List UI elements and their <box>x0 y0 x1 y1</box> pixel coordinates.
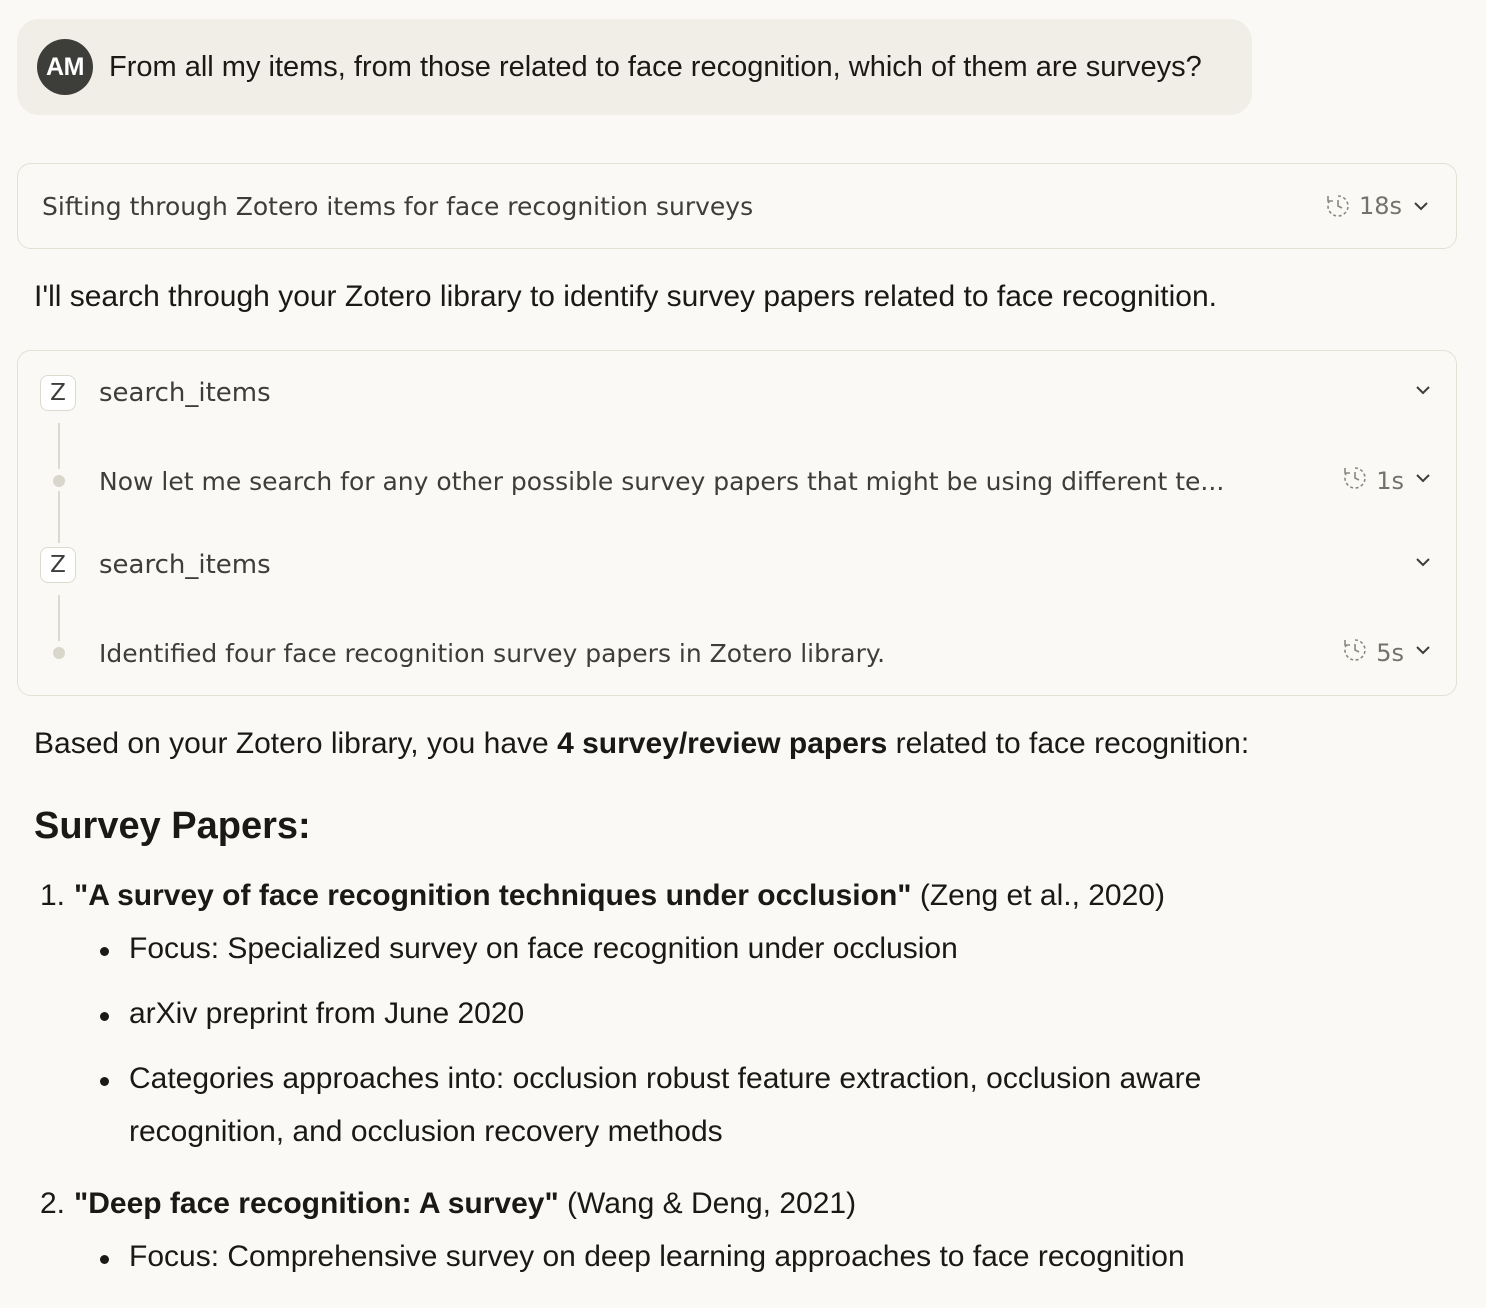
paper-item <box>40 1187 856 1221</box>
result-suffix: related to face recognition: <box>887 727 1250 760</box>
zotero-icon: Z <box>40 375 76 411</box>
bullet-text: arXiv preprint from June 2020 <box>129 997 525 1030</box>
result-text <box>34 727 1249 761</box>
paper-number: 1. <box>40 879 66 912</box>
avatar[interactable]: AM <box>37 39 93 95</box>
thinking-duration: 18s <box>1358 192 1402 220</box>
step-duration: 1s <box>1376 467 1404 495</box>
chevron-down-icon[interactable] <box>1412 379 1434 407</box>
timeline-dot <box>53 475 65 487</box>
paper-number: 2. <box>40 1187 66 1220</box>
thinking-summary[interactable] <box>17 163 1457 249</box>
tool-step[interactable] <box>18 535 1456 595</box>
timer-icon <box>1342 637 1368 669</box>
user-message-text: From all my items, from those related to face recognition, which of them are surveys? <box>109 50 1202 83</box>
result-bold: 4 survey/review papers <box>557 727 888 760</box>
chevron-down-icon[interactable] <box>1412 639 1434 667</box>
bullet-text: Focus: Comprehensive survey on deep learning approaches to face recognition <box>129 1240 1185 1273</box>
thought-step[interactable] <box>18 623 1456 683</box>
chevron-down-icon[interactable] <box>1410 195 1432 217</box>
thinking-summary-text: Sifting through Zotero items for face recognition surveys <box>42 191 754 221</box>
bullet-text: Focus: Specialized survey on face recognition under occlusion <box>129 932 958 965</box>
tool-step-label: search_items <box>99 550 271 580</box>
timeline-dot <box>53 647 65 659</box>
intro-text: I'll search through your Zotero library to identify survey papers related to face recognition. <box>34 280 1217 313</box>
timer-icon <box>1342 465 1368 497</box>
tool-steps <box>17 350 1457 696</box>
result-prefix: Based on your Zotero library, you have <box>34 727 558 760</box>
chevron-down-icon[interactable] <box>1412 551 1434 579</box>
paper-title: "A survey of face recognition techniques under occlusion" <box>74 879 912 912</box>
bullet-text: Categories approaches into: occlusion robust feature extraction, occlusion aware <box>129 1062 1202 1095</box>
thought-step[interactable] <box>18 451 1456 511</box>
paper-citation: (Wang & Deng, 2021) <box>558 1187 857 1220</box>
section-title: Survey Papers: <box>34 805 311 847</box>
timer-icon <box>1325 193 1351 219</box>
tool-step-label: search_items <box>99 378 271 408</box>
zotero-icon: Z <box>40 547 76 583</box>
thought-step-label: Now let me search for any other possible survey papers that might be using different te... <box>99 466 1225 496</box>
user-message <box>17 19 1252 115</box>
step-duration: 5s <box>1376 639 1404 667</box>
bullet-text: recognition, and occlusion recovery methods <box>129 1115 723 1148</box>
thought-step-label: Identified four face recognition survey papers in Zotero library. <box>99 638 886 668</box>
paper-item <box>40 879 1165 913</box>
chevron-down-icon[interactable] <box>1412 467 1434 495</box>
paper-title: "Deep face recognition: A survey" <box>74 1187 559 1220</box>
paper-citation: (Zeng et al., 2020) <box>911 879 1165 912</box>
tool-step[interactable] <box>18 363 1456 423</box>
